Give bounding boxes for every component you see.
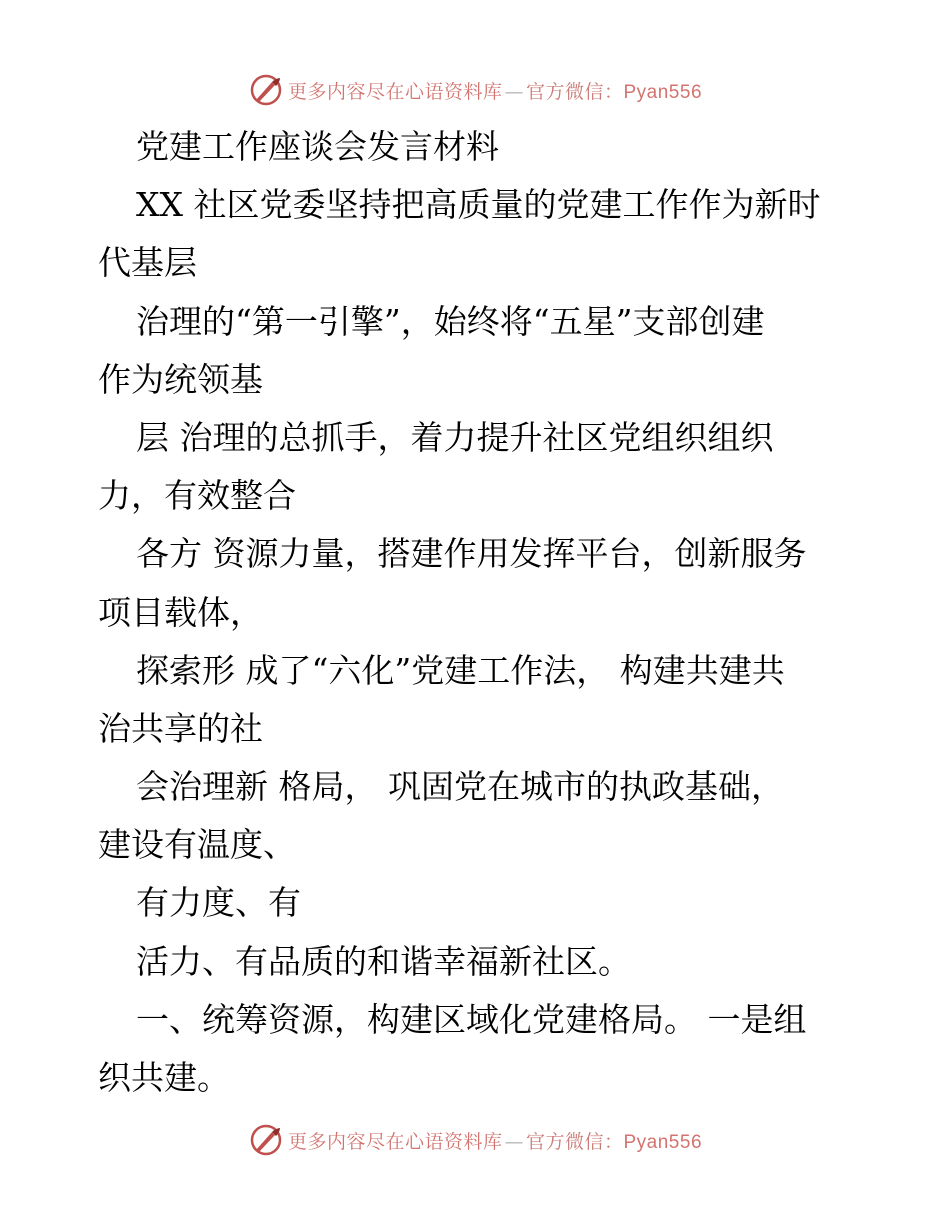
watermark-separator: — <box>504 1130 524 1153</box>
header-watermark <box>0 70 950 110</box>
footer-watermark <box>0 1120 950 1160</box>
document-line: 建设有温度、 <box>98 825 296 865</box>
watermark-wechat-id: Pyan556 <box>623 81 703 103</box>
document-line: 有力度、有 <box>136 883 301 923</box>
document-line: 活力、有品质的和谐幸福新社区。 <box>136 941 631 981</box>
watermark-main: 更多内容尽在心语资料库 <box>287 1130 503 1153</box>
quill-logo-icon <box>248 1122 284 1158</box>
quill-logo-icon <box>248 72 284 108</box>
document-line: 治理的“第一引擎”，始终将“五星”支部创建 <box>136 301 765 341</box>
document-line: 织共建。 <box>98 1058 230 1097</box>
document-line: 层 治理的总抓手，着力提升社区党组织组织 <box>136 417 774 457</box>
watermark-wechat-label: 官方微信： <box>525 1130 624 1153</box>
watermark-separator: — <box>504 80 524 103</box>
document-line: 代基层 <box>98 243 197 283</box>
document-line: XX 社区党委坚持把高质量的党建工作作为新时 <box>136 185 821 225</box>
watermark-wechat-id: Pyan556 <box>623 1131 703 1153</box>
watermark-main: 更多内容尽在心语资料库 <box>287 80 503 103</box>
watermark-text <box>288 1127 702 1154</box>
document-line: 会治理新 格局， 巩固党在城市的执政基础， <box>136 767 784 807</box>
watermark-text <box>288 77 702 104</box>
watermark-wechat-label: 官方微信： <box>525 80 624 103</box>
document-line: 党建工作座谈会发言材料 <box>136 127 499 166</box>
document-line: 治共享的社 <box>98 708 263 748</box>
document-line: 一、统筹资源，构建区域化党建格局。 一是组 <box>136 999 807 1039</box>
document-line: 作为统领基 <box>98 359 263 399</box>
document-line: 各方 资源力量，搭建作用发挥平台，创新服务 <box>136 534 807 574</box>
document-line: 项目载体， <box>98 592 263 632</box>
document-line: 力，有效整合 <box>98 476 296 516</box>
document-line: 探索形 成了“六化”党建工作法， 构建共建共 <box>136 650 785 690</box>
document-body <box>98 118 858 1107</box>
